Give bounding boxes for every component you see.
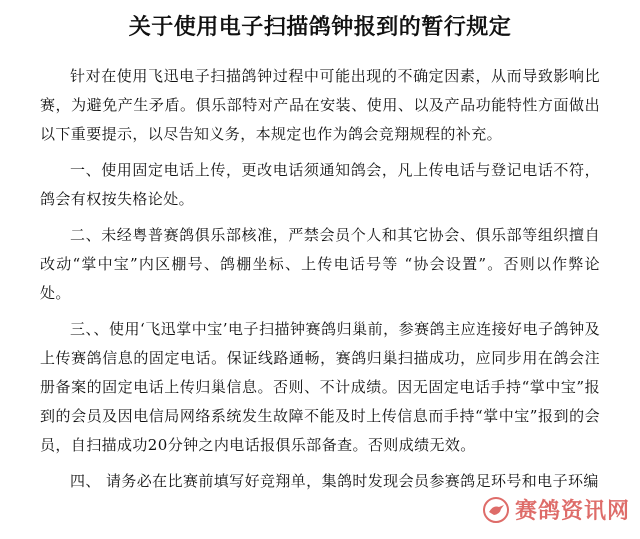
document-title: 关于使用电子扫描鸽钟报到的暂行规定 (128, 14, 512, 40)
paragraph-intro: 针对在使用飞迅电子扫描鸽钟过程中可能出现的不确定因素，从而导致影响比赛，为避免产生矛盾。俱乐部特对产品在安装、使用、以及产品功能特性方面做出以下重要提示，以尽告知义务，本规定也作为鸽会竞翔规程的补充。 (40, 67, 600, 143)
watermark (483, 494, 630, 525)
paragraph-rule-3: 三、、使用‘飞迅掌中宝’电子扫描钟赛鸽归巢前，参赛鸽主应连接好电子鸽钟及上传赛鸽信息的固定电话。保证线路通畅，赛鸽归巢扫描成功，应同步用在鸽会注册备案的固定电话上传归巢信息。否则、不计成绩。因无固定电话手持“掌中宝”报到的会员及因电信局网络系统发生故障不能及时上传信息而手持“掌中宝”报到的会员，自扫描成功20分钟之内电话报俱乐部备查。否则成绩无效。 (40, 320, 600, 454)
watermark-text: 赛鸽资讯网 (514, 499, 630, 524)
paragraph-rule-4: 四、 请务必在比赛前填写好竞翔单，集鸽时发现会员参赛鸽足环号和电子环编 (70, 472, 599, 490)
paragraph-rule-1: 一、使用固定电话上传，更改电话须通知鸽会，凡上传电话与登记电话不符，鸽会有权按失格论处。 (40, 161, 600, 208)
paragraph-rule-2: 二、未经粤普赛鸽俱乐部核准，严禁会员个人和其它协会、俱乐部等组织擅自改动“掌中宝”内区棚号、鸽棚坐标、上传电话号等 “协会设置”。否则以作弊论处。 (40, 226, 600, 302)
pigeon-logo-icon (483, 497, 509, 523)
